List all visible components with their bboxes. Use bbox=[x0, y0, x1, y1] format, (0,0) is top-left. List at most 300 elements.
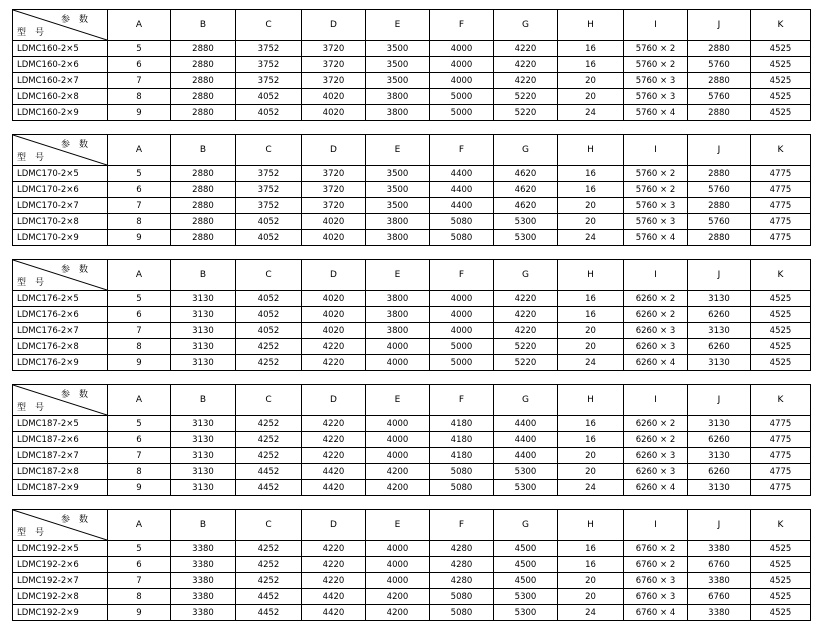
value-cell: 4052 bbox=[236, 307, 302, 323]
column-header: G bbox=[494, 260, 558, 291]
value-cell: 16 bbox=[558, 432, 624, 448]
value-cell: 4452 bbox=[236, 480, 302, 496]
column-header: E bbox=[366, 260, 430, 291]
model-cell: LDMC160-2×7 bbox=[13, 73, 108, 89]
value-cell: 5760 × 3 bbox=[624, 73, 688, 89]
table-row bbox=[13, 605, 811, 621]
value-cell: 2880 bbox=[171, 182, 236, 198]
value-cell: 2880 bbox=[688, 41, 751, 57]
value-cell: 4020 bbox=[302, 105, 366, 121]
table-row bbox=[13, 557, 811, 573]
value-cell: 9 bbox=[108, 480, 171, 496]
value-cell: 6760 × 3 bbox=[624, 589, 688, 605]
corner-header-cell bbox=[13, 385, 108, 416]
model-cell: LDMC160-2×9 bbox=[13, 105, 108, 121]
table-row bbox=[13, 355, 811, 371]
model-cell: LDMC192-2×7 bbox=[13, 573, 108, 589]
column-header: B bbox=[171, 135, 236, 166]
value-cell: 4500 bbox=[494, 541, 558, 557]
value-cell: 4775 bbox=[751, 230, 811, 246]
value-cell: 4000 bbox=[430, 291, 494, 307]
value-cell: 5300 bbox=[494, 605, 558, 621]
value-cell: 2880 bbox=[688, 166, 751, 182]
model-label: 型号 bbox=[17, 153, 54, 163]
value-cell: 4775 bbox=[751, 182, 811, 198]
value-cell: 4400 bbox=[494, 432, 558, 448]
table-row bbox=[13, 198, 811, 214]
column-header: I bbox=[624, 135, 688, 166]
value-cell: 4220 bbox=[494, 41, 558, 57]
value-cell: 5760 bbox=[688, 182, 751, 198]
value-cell: 2880 bbox=[171, 73, 236, 89]
value-cell: 4052 bbox=[236, 230, 302, 246]
table-row bbox=[13, 291, 811, 307]
value-cell: 4052 bbox=[236, 214, 302, 230]
value-cell: 16 bbox=[558, 557, 624, 573]
table-row bbox=[13, 432, 811, 448]
value-cell: 4400 bbox=[430, 166, 494, 182]
table-row bbox=[13, 214, 811, 230]
value-cell: 3380 bbox=[688, 605, 751, 621]
value-cell: 4525 bbox=[751, 105, 811, 121]
value-cell: 4525 bbox=[751, 355, 811, 371]
column-header: G bbox=[494, 135, 558, 166]
value-cell: 3380 bbox=[688, 541, 751, 557]
table-row bbox=[13, 307, 811, 323]
value-cell: 4220 bbox=[302, 557, 366, 573]
column-header: I bbox=[624, 10, 688, 41]
value-cell: 20 bbox=[558, 339, 624, 355]
value-cell: 4252 bbox=[236, 355, 302, 371]
value-cell: 4180 bbox=[430, 448, 494, 464]
column-header: J bbox=[688, 385, 751, 416]
value-cell: 3130 bbox=[171, 480, 236, 496]
value-cell: 4220 bbox=[494, 307, 558, 323]
value-cell: 3380 bbox=[171, 541, 236, 557]
value-cell: 3380 bbox=[171, 573, 236, 589]
table-row bbox=[13, 41, 811, 57]
value-cell: 9 bbox=[108, 230, 171, 246]
value-cell: 6260 × 3 bbox=[624, 464, 688, 480]
value-cell: 3500 bbox=[366, 41, 430, 57]
model-cell: LDMC170-2×6 bbox=[13, 182, 108, 198]
model-label: 型号 bbox=[17, 403, 54, 413]
column-header: I bbox=[624, 385, 688, 416]
value-cell: 6260 × 2 bbox=[624, 291, 688, 307]
table-row bbox=[13, 589, 811, 605]
value-cell: 3130 bbox=[171, 464, 236, 480]
column-header: B bbox=[171, 10, 236, 41]
value-cell: 3500 bbox=[366, 182, 430, 198]
table-row bbox=[13, 89, 811, 105]
value-cell: 6260 × 3 bbox=[624, 323, 688, 339]
column-header: C bbox=[236, 510, 302, 541]
model-cell: LDMC176-2×5 bbox=[13, 291, 108, 307]
value-cell: 4620 bbox=[494, 182, 558, 198]
value-cell: 3380 bbox=[171, 605, 236, 621]
value-cell: 2880 bbox=[688, 105, 751, 121]
parameter-table bbox=[12, 384, 811, 496]
value-cell: 5760 bbox=[688, 214, 751, 230]
value-cell: 4252 bbox=[236, 541, 302, 557]
column-header: H bbox=[558, 135, 624, 166]
value-cell: 2880 bbox=[171, 198, 236, 214]
value-cell: 3500 bbox=[366, 73, 430, 89]
value-cell: 24 bbox=[558, 355, 624, 371]
header-row bbox=[13, 385, 811, 416]
value-cell: 4052 bbox=[236, 323, 302, 339]
value-cell: 5760 × 2 bbox=[624, 41, 688, 57]
value-cell: 2880 bbox=[171, 57, 236, 73]
value-cell: 4775 bbox=[751, 464, 811, 480]
value-cell: 6260 bbox=[688, 432, 751, 448]
value-cell: 3500 bbox=[366, 57, 430, 73]
value-cell: 4420 bbox=[302, 464, 366, 480]
value-cell: 5080 bbox=[430, 589, 494, 605]
value-cell: 20 bbox=[558, 198, 624, 214]
value-cell: 5300 bbox=[494, 589, 558, 605]
value-cell: 4525 bbox=[751, 323, 811, 339]
value-cell: 2880 bbox=[171, 89, 236, 105]
param-label: 参数 bbox=[60, 390, 97, 400]
value-cell: 6760 × 2 bbox=[624, 557, 688, 573]
column-header: B bbox=[171, 510, 236, 541]
value-cell: 8 bbox=[108, 214, 171, 230]
value-cell: 5760 bbox=[688, 57, 751, 73]
value-cell: 24 bbox=[558, 230, 624, 246]
column-header: E bbox=[366, 510, 430, 541]
column-header: F bbox=[430, 135, 494, 166]
value-cell: 4775 bbox=[751, 432, 811, 448]
column-header: J bbox=[688, 260, 751, 291]
model-cell: LDMC170-2×9 bbox=[13, 230, 108, 246]
model-cell: LDMC187-2×7 bbox=[13, 448, 108, 464]
column-header: B bbox=[171, 385, 236, 416]
column-header: C bbox=[236, 10, 302, 41]
column-header: A bbox=[108, 10, 171, 41]
value-cell: 4775 bbox=[751, 214, 811, 230]
value-cell: 3130 bbox=[171, 291, 236, 307]
value-cell: 4252 bbox=[236, 573, 302, 589]
value-cell: 2880 bbox=[171, 214, 236, 230]
value-cell: 4775 bbox=[751, 416, 811, 432]
column-header: D bbox=[302, 10, 366, 41]
value-cell: 6 bbox=[108, 182, 171, 198]
value-cell: 5760 × 3 bbox=[624, 214, 688, 230]
value-cell: 4500 bbox=[494, 573, 558, 589]
corner-header-cell bbox=[13, 510, 108, 541]
value-cell: 6260 bbox=[688, 307, 751, 323]
value-cell: 4620 bbox=[494, 198, 558, 214]
value-cell: 3130 bbox=[171, 416, 236, 432]
value-cell: 2880 bbox=[171, 166, 236, 182]
value-cell: 3800 bbox=[366, 307, 430, 323]
value-cell: 4200 bbox=[366, 589, 430, 605]
value-cell: 4220 bbox=[302, 448, 366, 464]
value-cell: 8 bbox=[108, 464, 171, 480]
column-header: K bbox=[751, 260, 811, 291]
value-cell: 24 bbox=[558, 605, 624, 621]
value-cell: 4525 bbox=[751, 573, 811, 589]
column-header: H bbox=[558, 10, 624, 41]
column-header: A bbox=[108, 510, 171, 541]
value-cell: 20 bbox=[558, 214, 624, 230]
value-cell: 4000 bbox=[430, 73, 494, 89]
model-cell: LDMC192-2×9 bbox=[13, 605, 108, 621]
value-cell: 3800 bbox=[366, 230, 430, 246]
value-cell: 4252 bbox=[236, 448, 302, 464]
value-cell: 6260 × 4 bbox=[624, 480, 688, 496]
value-cell: 6 bbox=[108, 57, 171, 73]
value-cell: 3130 bbox=[171, 448, 236, 464]
column-header: H bbox=[558, 510, 624, 541]
value-cell: 4252 bbox=[236, 339, 302, 355]
value-cell: 5300 bbox=[494, 480, 558, 496]
value-cell: 8 bbox=[108, 589, 171, 605]
value-cell: 4000 bbox=[366, 448, 430, 464]
param-label: 参数 bbox=[60, 265, 97, 275]
model-cell: LDMC170-2×7 bbox=[13, 198, 108, 214]
value-cell: 4180 bbox=[430, 432, 494, 448]
column-header: B bbox=[171, 260, 236, 291]
model-cell: LDMC170-2×8 bbox=[13, 214, 108, 230]
value-cell: 4775 bbox=[751, 166, 811, 182]
value-cell: 20 bbox=[558, 573, 624, 589]
value-cell: 3130 bbox=[171, 339, 236, 355]
value-cell: 20 bbox=[558, 464, 624, 480]
value-cell: 5760 bbox=[688, 89, 751, 105]
header-row bbox=[13, 510, 811, 541]
value-cell: 3130 bbox=[688, 480, 751, 496]
value-cell: 5300 bbox=[494, 464, 558, 480]
value-cell: 4052 bbox=[236, 89, 302, 105]
column-header: C bbox=[236, 135, 302, 166]
value-cell: 16 bbox=[558, 182, 624, 198]
value-cell: 20 bbox=[558, 323, 624, 339]
value-cell: 3130 bbox=[688, 323, 751, 339]
value-cell: 3752 bbox=[236, 198, 302, 214]
column-header: K bbox=[751, 10, 811, 41]
value-cell: 4500 bbox=[494, 557, 558, 573]
value-cell: 6760 × 4 bbox=[624, 605, 688, 621]
value-cell: 2880 bbox=[688, 73, 751, 89]
value-cell: 4280 bbox=[430, 573, 494, 589]
table-row bbox=[13, 541, 811, 557]
value-cell: 4400 bbox=[494, 448, 558, 464]
value-cell: 3500 bbox=[366, 166, 430, 182]
value-cell: 6260 × 2 bbox=[624, 416, 688, 432]
model-cell: LDMC160-2×6 bbox=[13, 57, 108, 73]
parameter-table bbox=[12, 509, 811, 621]
value-cell: 4020 bbox=[302, 307, 366, 323]
corner-header-cell bbox=[13, 10, 108, 41]
model-label: 型号 bbox=[17, 278, 54, 288]
value-cell: 4525 bbox=[751, 605, 811, 621]
value-cell: 8 bbox=[108, 339, 171, 355]
value-cell: 3380 bbox=[688, 573, 751, 589]
table-row bbox=[13, 73, 811, 89]
value-cell: 5080 bbox=[430, 464, 494, 480]
value-cell: 5760 × 2 bbox=[624, 57, 688, 73]
column-header: D bbox=[302, 385, 366, 416]
value-cell: 4220 bbox=[302, 339, 366, 355]
column-header: J bbox=[688, 510, 751, 541]
value-cell: 4200 bbox=[366, 480, 430, 496]
column-header: G bbox=[494, 10, 558, 41]
table-row bbox=[13, 57, 811, 73]
value-cell: 6260 × 2 bbox=[624, 432, 688, 448]
value-cell: 6760 bbox=[688, 557, 751, 573]
table-row bbox=[13, 339, 811, 355]
value-cell: 4280 bbox=[430, 541, 494, 557]
value-cell: 4052 bbox=[236, 105, 302, 121]
value-cell: 3720 bbox=[302, 182, 366, 198]
value-cell: 4452 bbox=[236, 605, 302, 621]
parameter-table bbox=[12, 9, 811, 121]
value-cell: 3800 bbox=[366, 89, 430, 105]
value-cell: 4000 bbox=[366, 541, 430, 557]
column-header: H bbox=[558, 260, 624, 291]
value-cell: 4525 bbox=[751, 89, 811, 105]
value-cell: 4525 bbox=[751, 339, 811, 355]
column-header: J bbox=[688, 10, 751, 41]
value-cell: 3130 bbox=[171, 323, 236, 339]
value-cell: 4775 bbox=[751, 480, 811, 496]
value-cell: 4400 bbox=[430, 198, 494, 214]
value-cell: 6260 × 4 bbox=[624, 355, 688, 371]
column-header: I bbox=[624, 510, 688, 541]
parameter-table bbox=[12, 134, 811, 246]
column-header: A bbox=[108, 135, 171, 166]
corner-header-cell bbox=[13, 135, 108, 166]
value-cell: 3752 bbox=[236, 73, 302, 89]
value-cell: 16 bbox=[558, 291, 624, 307]
value-cell: 4220 bbox=[494, 291, 558, 307]
value-cell: 5 bbox=[108, 41, 171, 57]
value-cell: 5760 × 4 bbox=[624, 105, 688, 121]
value-cell: 20 bbox=[558, 589, 624, 605]
value-cell: 5220 bbox=[494, 105, 558, 121]
value-cell: 4525 bbox=[751, 557, 811, 573]
column-header: E bbox=[366, 10, 430, 41]
value-cell: 4525 bbox=[751, 291, 811, 307]
value-cell: 3752 bbox=[236, 41, 302, 57]
value-cell: 4420 bbox=[302, 480, 366, 496]
value-cell: 4220 bbox=[302, 355, 366, 371]
value-cell: 5760 × 4 bbox=[624, 230, 688, 246]
value-cell: 4220 bbox=[494, 73, 558, 89]
value-cell: 2880 bbox=[171, 105, 236, 121]
value-cell: 6 bbox=[108, 307, 171, 323]
value-cell: 4220 bbox=[302, 573, 366, 589]
value-cell: 7 bbox=[108, 198, 171, 214]
value-cell: 4525 bbox=[751, 307, 811, 323]
table-row bbox=[13, 105, 811, 121]
table-row bbox=[13, 166, 811, 182]
value-cell: 3752 bbox=[236, 57, 302, 73]
value-cell: 5080 bbox=[430, 230, 494, 246]
model-cell: LDMC187-2×8 bbox=[13, 464, 108, 480]
table-row bbox=[13, 323, 811, 339]
value-cell: 4000 bbox=[430, 323, 494, 339]
value-cell: 16 bbox=[558, 41, 624, 57]
value-cell: 4220 bbox=[494, 57, 558, 73]
value-cell: 4220 bbox=[302, 416, 366, 432]
model-cell: LDMC192-2×8 bbox=[13, 589, 108, 605]
header-row bbox=[13, 135, 811, 166]
model-cell: LDMC187-2×9 bbox=[13, 480, 108, 496]
value-cell: 3130 bbox=[688, 448, 751, 464]
column-header: C bbox=[236, 260, 302, 291]
value-cell: 5760 × 2 bbox=[624, 182, 688, 198]
value-cell: 5 bbox=[108, 541, 171, 557]
column-header: K bbox=[751, 135, 811, 166]
value-cell: 3720 bbox=[302, 57, 366, 73]
value-cell: 4020 bbox=[302, 323, 366, 339]
value-cell: 5000 bbox=[430, 339, 494, 355]
value-cell: 4200 bbox=[366, 605, 430, 621]
value-cell: 16 bbox=[558, 416, 624, 432]
value-cell: 4775 bbox=[751, 448, 811, 464]
value-cell: 3720 bbox=[302, 166, 366, 182]
value-cell: 4000 bbox=[430, 41, 494, 57]
model-cell: LDMC192-2×6 bbox=[13, 557, 108, 573]
value-cell: 5 bbox=[108, 291, 171, 307]
column-header: J bbox=[688, 135, 751, 166]
value-cell: 4000 bbox=[366, 557, 430, 573]
value-cell: 7 bbox=[108, 323, 171, 339]
value-cell: 4252 bbox=[236, 416, 302, 432]
parameter-table bbox=[12, 259, 811, 371]
param-label: 参数 bbox=[60, 15, 97, 25]
value-cell: 8 bbox=[108, 89, 171, 105]
value-cell: 4252 bbox=[236, 557, 302, 573]
value-cell: 24 bbox=[558, 105, 624, 121]
column-header: A bbox=[108, 260, 171, 291]
value-cell: 3130 bbox=[688, 291, 751, 307]
value-cell: 9 bbox=[108, 605, 171, 621]
column-header: H bbox=[558, 385, 624, 416]
model-cell: LDMC187-2×5 bbox=[13, 416, 108, 432]
model-cell: LDMC170-2×5 bbox=[13, 166, 108, 182]
value-cell: 3800 bbox=[366, 214, 430, 230]
value-cell: 5220 bbox=[494, 355, 558, 371]
column-header: G bbox=[494, 510, 558, 541]
value-cell: 5 bbox=[108, 416, 171, 432]
table-row bbox=[13, 182, 811, 198]
column-header: I bbox=[624, 260, 688, 291]
model-cell: LDMC176-2×7 bbox=[13, 323, 108, 339]
value-cell: 2880 bbox=[688, 230, 751, 246]
value-cell: 4525 bbox=[751, 589, 811, 605]
value-cell: 20 bbox=[558, 448, 624, 464]
value-cell: 5 bbox=[108, 166, 171, 182]
value-cell: 9 bbox=[108, 355, 171, 371]
column-header: A bbox=[108, 385, 171, 416]
value-cell: 16 bbox=[558, 166, 624, 182]
value-cell: 4000 bbox=[366, 573, 430, 589]
table-row bbox=[13, 230, 811, 246]
value-cell: 5000 bbox=[430, 355, 494, 371]
value-cell: 6260 × 3 bbox=[624, 448, 688, 464]
value-cell: 6260 × 2 bbox=[624, 307, 688, 323]
value-cell: 3500 bbox=[366, 198, 430, 214]
column-header: K bbox=[751, 385, 811, 416]
model-cell: LDMC176-2×8 bbox=[13, 339, 108, 355]
value-cell: 7 bbox=[108, 573, 171, 589]
column-header: K bbox=[751, 510, 811, 541]
value-cell: 24 bbox=[558, 480, 624, 496]
